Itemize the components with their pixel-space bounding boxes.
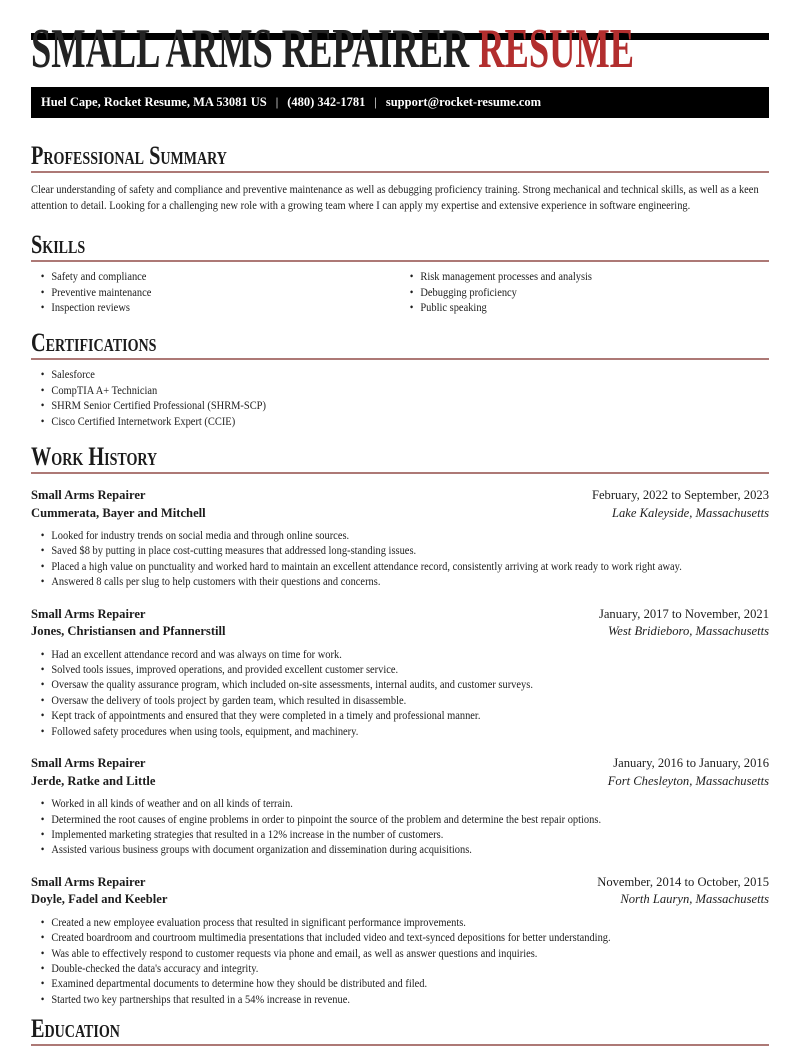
certification-item <box>31 367 769 382</box>
job-dates: January, 2016 to January, 2016 <box>613 756 769 771</box>
contact-phone: (480) 342-1781 <box>287 95 366 109</box>
job-bullet-text: Kept track of appointments and ensured that they were completed in a timely and professional manner. <box>51 708 481 723</box>
skill-item <box>400 269 769 284</box>
skill-item <box>400 300 769 315</box>
skill-item <box>31 285 400 300</box>
job-bullet <box>31 961 769 976</box>
job-bullet <box>31 946 769 961</box>
job-title-row <box>31 606 769 624</box>
job-title-row <box>31 874 769 892</box>
job-bullet <box>31 693 769 708</box>
job-company-row <box>31 623 769 641</box>
contact-location: Huel Cape, Rocket Resume, MA 53081 US <box>41 95 267 109</box>
skills-list-left <box>31 269 400 315</box>
section-certifications <box>31 328 769 429</box>
section-work-history <box>31 442 769 1007</box>
job-bullet-text: Double-checked the data's accuracy and integrity. <box>51 960 259 975</box>
job-bullet <box>31 528 769 543</box>
job-bullet <box>31 992 769 1007</box>
education-heading <box>31 1014 769 1046</box>
contact-bar <box>31 87 769 118</box>
job-company: Jones, Christiansen and Pfannerstill <box>31 624 226 639</box>
job-dates: November, 2014 to October, 2015 <box>597 874 769 889</box>
work-history-heading-text: Work History <box>31 442 158 472</box>
certification-label: Salesforce <box>51 367 95 382</box>
title-main: SMALL ARMS REPAIRER <box>31 18 470 80</box>
skill-item <box>31 269 400 284</box>
page-title-text <box>31 18 635 80</box>
job-bullet <box>31 708 769 723</box>
job-bullets <box>31 647 769 739</box>
job-title: Small Arms Repairer <box>31 756 146 771</box>
job-location: Fort Chesleyton, Massachusetts <box>607 773 769 788</box>
job-bullet-text: Looked for industry trends on social media and through online sources. <box>51 528 350 543</box>
work-history-heading <box>31 442 769 474</box>
job-bullet-text: Examined departmental documents to determine how they should be distributed and filed. <box>51 976 428 991</box>
job-company-row <box>31 505 769 523</box>
job-bullet-text: Assisted various business groups with document organization and dissemination during acquisitions. <box>51 842 472 857</box>
job-company: Cummerata, Bayer and Mitchell <box>31 505 206 520</box>
job-title-row <box>31 487 769 505</box>
job-dates: February, 2022 to September, 2023 <box>591 488 769 503</box>
job-bullet <box>31 796 769 811</box>
job-entry <box>31 606 769 739</box>
job-bullet-text: Oversaw the delivery of tools project by garden team, which resulted in disassemble. <box>51 692 407 707</box>
job-bullet <box>31 677 769 692</box>
contact-separator: | <box>275 95 279 109</box>
section-professional-summary <box>31 141 769 213</box>
job-title: Small Arms Repairer <box>31 874 146 889</box>
job-bullets <box>31 528 769 590</box>
skill-item <box>400 285 769 300</box>
certifications-list <box>31 367 769 429</box>
job-bullet-text: Solved tools issues, improved operations, and provided excellent customer service. <box>51 662 399 677</box>
job-entry <box>31 755 769 858</box>
job-bullet <box>31 559 769 574</box>
job-bullet <box>31 662 769 677</box>
contact-separator: | <box>374 95 377 109</box>
certifications-heading-text: Certifications <box>31 328 157 358</box>
job-dates: January, 2017 to November, 2021 <box>598 606 769 621</box>
section-skills <box>31 230 769 315</box>
job-bullet <box>31 842 769 857</box>
jobs-list <box>31 487 769 1007</box>
job-bullet-text: Was able to effectively respond to customer requests via phone and email, as well as answer questions and inquiries. <box>51 945 538 960</box>
education-heading-text: Education <box>31 1014 120 1044</box>
job-title: Small Arms Repairer <box>31 488 146 503</box>
job-bullet <box>31 930 769 945</box>
job-bullet <box>31 724 769 739</box>
skill-label: Risk management processes and analysis <box>420 269 593 284</box>
job-bullet-text: Determined the root causes of engine problems in order to pinpoint the source of the problem and determine the best repair options. <box>51 811 602 826</box>
resume-page <box>0 18 800 1062</box>
certifications-heading <box>31 328 769 360</box>
job-company-row <box>31 773 769 791</box>
job-bullet <box>31 976 769 991</box>
skills-column-right <box>400 262 769 315</box>
job-company: Jerde, Ratke and Little <box>31 773 156 788</box>
job-entry <box>31 487 769 590</box>
job-bullet <box>31 827 769 842</box>
contact-email: support@rocket-resume.com <box>385 95 542 109</box>
title-accent: RESUME <box>478 18 635 80</box>
job-bullets <box>31 796 769 858</box>
skill-label: Inspection reviews <box>51 300 130 314</box>
job-bullet-text: Worked in all kinds of weather and on all kinds of terrain. <box>51 796 293 811</box>
skill-label: Preventive maintenance <box>51 284 152 299</box>
job-bullet <box>31 574 769 589</box>
skills-heading <box>31 230 769 262</box>
certification-item <box>31 383 769 398</box>
job-title-row <box>31 755 769 773</box>
job-bullet <box>31 647 769 662</box>
job-company: Doyle, Fadel and Keebler <box>31 892 168 907</box>
job-bullet-text: Saved $8 by putting in place cost-cutting measures that addressed long-standing issues. <box>51 543 417 558</box>
section-education <box>31 1014 769 1046</box>
job-bullet-text: Implemented marketing strategies that resulted in a 12% increase in the number of customers. <box>51 826 444 841</box>
job-bullet-text: Placed a high value on punctuality and worked hard to maintain an excellent attendance record, consistently arriving at work ready to work right away. <box>51 558 682 573</box>
skill-label: Public speaking <box>420 300 487 314</box>
job-location: Lake Kaleyside, Massachusetts <box>611 505 769 520</box>
certification-label: Cisco Certified Internetwork Expert (CCIE) <box>51 413 236 428</box>
skill-item <box>31 300 400 315</box>
skill-label: Safety and compliance <box>51 269 147 284</box>
job-entry <box>31 874 769 1007</box>
summary-text: Clear understanding of safety and compliance and preventive maintenance as well as debugging proficiency training. Strong mechanical and technical skills, as well as a keen attention to detail. Looking for a challenging new role with a growing team where I can apply my expertise and extensive experience in software engineering. <box>31 182 759 212</box>
job-bullet-text: Oversaw the quality assurance program, which included on-site assessments, internal audits, and customer surveys. <box>51 677 533 692</box>
job-bullet-text: Answered 8 calls per slug to help customers with their questions and concerns. <box>51 574 381 589</box>
certification-label: SHRM Senior Certified Professional (SHRM-SCP) <box>51 398 266 413</box>
skills-heading-text: Skills <box>31 230 86 260</box>
certification-item <box>31 398 769 413</box>
job-bullet-text: Had an excellent attendance record and was always on time for work. <box>51 646 342 661</box>
skills-columns <box>31 262 769 315</box>
job-bullets <box>31 915 769 1007</box>
job-bullet <box>31 543 769 558</box>
job-location: North Lauryn, Massachusetts <box>620 892 769 907</box>
job-company-row <box>31 891 769 909</box>
certification-item <box>31 414 769 429</box>
job-bullet-text: Started two key partnerships that resulted in a 54% increase in revenue. <box>51 991 350 1006</box>
job-bullet <box>31 812 769 827</box>
certification-label: CompTIA A+ Technician <box>51 382 158 397</box>
skills-list-right <box>400 269 769 315</box>
professional-summary-heading <box>31 141 769 173</box>
job-bullet <box>31 915 769 930</box>
professional-summary-heading-text: Professional Summary <box>31 141 227 170</box>
job-location: West Bridieboro, Massachusetts <box>607 624 769 639</box>
job-bullet-text: Created boardroom and courtroom multimedia presentations that included video and text-synced depositions for better understanding. <box>51 930 611 945</box>
skills-column-left <box>31 262 400 315</box>
job-bullet-text: Created a new employee evaluation process that resulted in significant performance improvements. <box>51 914 466 929</box>
job-bullet-text: Followed safety procedures when using tools, equipment, and machinery. <box>51 723 359 738</box>
job-title: Small Arms Repairer <box>31 606 146 621</box>
skill-label: Debugging proficiency <box>420 284 517 299</box>
